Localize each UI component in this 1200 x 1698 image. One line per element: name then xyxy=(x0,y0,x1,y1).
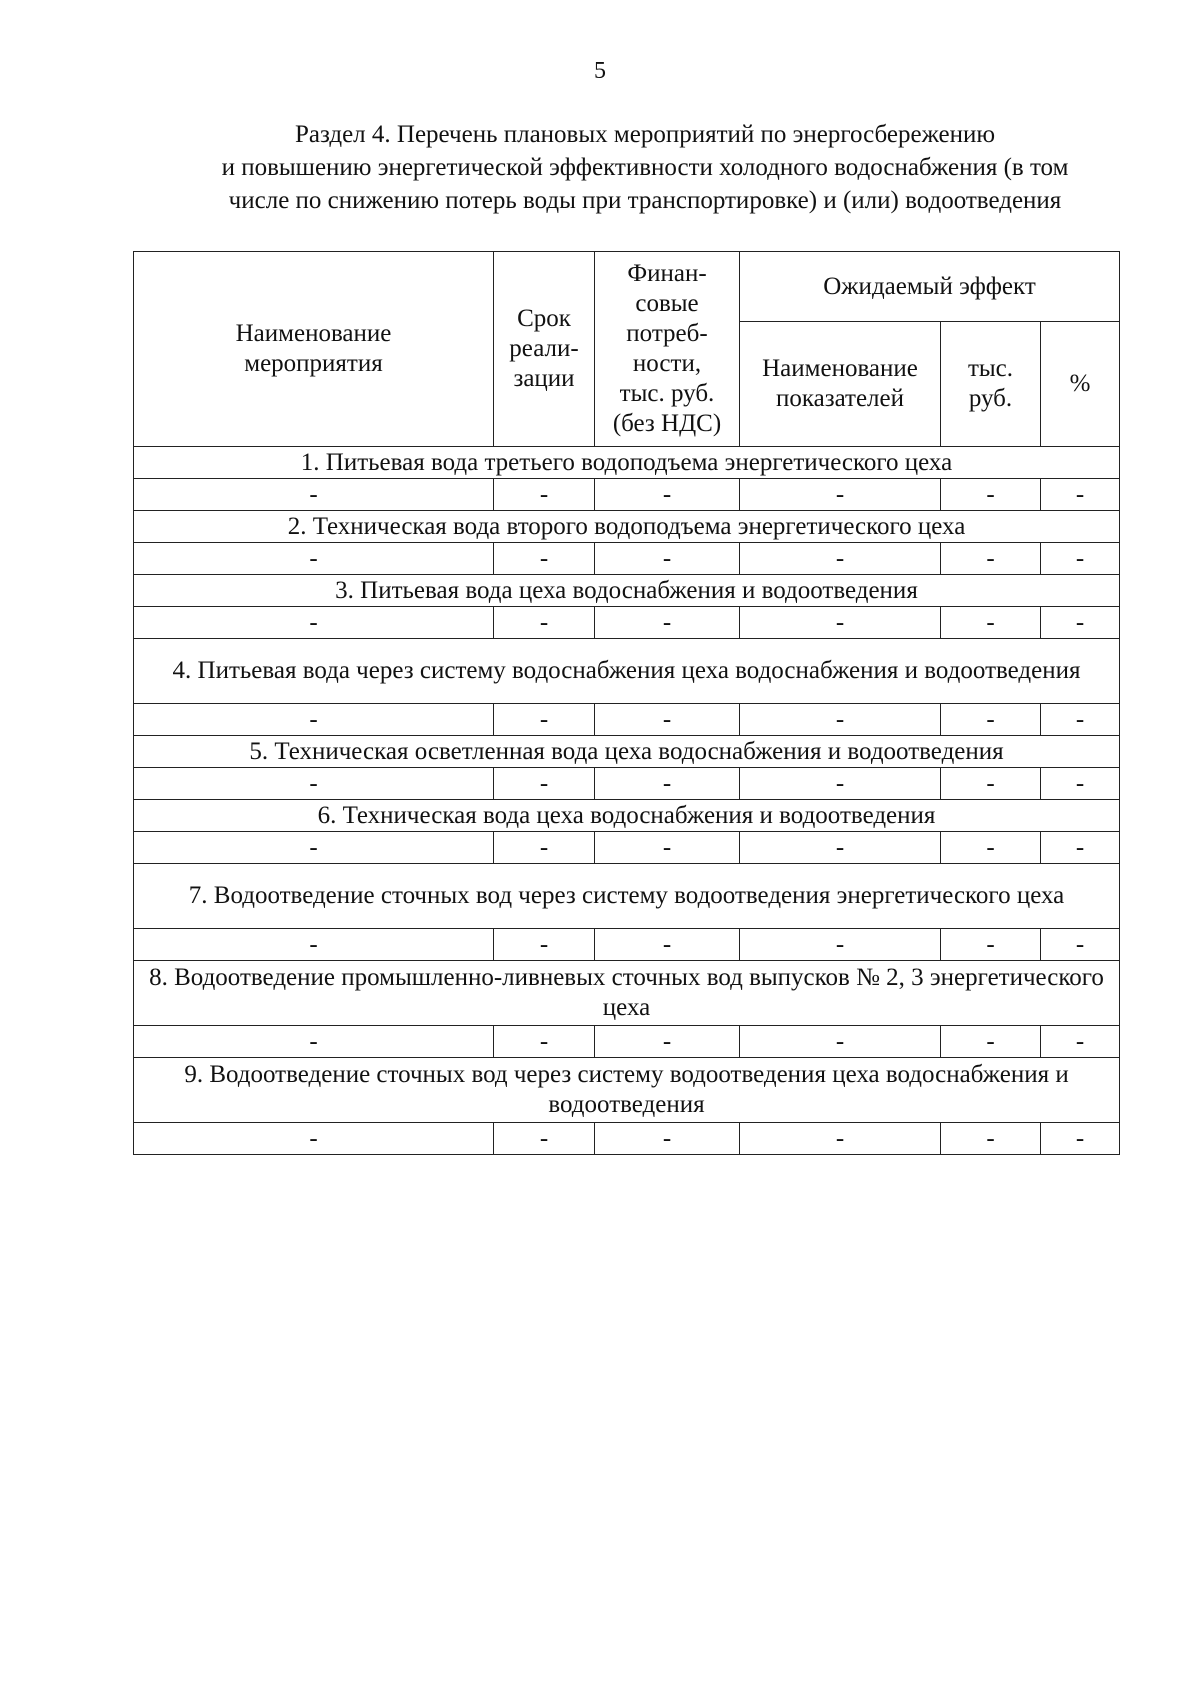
table-cell: - xyxy=(494,607,595,639)
table-cell: - xyxy=(595,704,740,736)
table-cell: - xyxy=(740,607,941,639)
table-row xyxy=(134,929,1120,961)
table-cell: - xyxy=(494,768,595,800)
table-cell: - xyxy=(134,1123,494,1155)
table-cell: - xyxy=(941,929,1041,961)
section-title-line: Раздел 4. Перечень плановых мероприятий по энергосбережению xyxy=(294,121,996,148)
group-title: 3. Питьевая вода цеха водоснабжения и водоотведения xyxy=(134,575,1120,607)
section-title-line: и повышению энергетической эффективности холодного водоснабжения (в том xyxy=(221,154,1069,181)
table-cell: - xyxy=(740,543,941,575)
table-cell: - xyxy=(134,479,494,511)
table-cell: - xyxy=(941,1123,1041,1155)
table-cell: - xyxy=(134,929,494,961)
header-text: мероприятия xyxy=(244,350,383,377)
table-cell: - xyxy=(595,768,740,800)
table-cell: - xyxy=(134,607,494,639)
table-cell: - xyxy=(1041,1123,1120,1155)
table-cell: - xyxy=(941,832,1041,864)
header-thousand-rub xyxy=(941,322,1041,447)
group-title: 6. Техническая вода цеха водоснабжения и водоотведения xyxy=(134,800,1120,832)
table-cell: - xyxy=(1041,543,1120,575)
table-cell: - xyxy=(740,832,941,864)
table-cell: - xyxy=(740,1026,941,1058)
table-cell: - xyxy=(494,543,595,575)
table-cell: - xyxy=(595,929,740,961)
page-number: 5 xyxy=(594,58,606,84)
table-cell: - xyxy=(134,768,494,800)
table-row xyxy=(134,543,1120,575)
table-cell: - xyxy=(595,479,740,511)
table-cell: - xyxy=(941,704,1041,736)
section-title-line: числе по снижению потерь воды при транспортировке) и (или) водоотведения xyxy=(228,187,1062,214)
table-cell: - xyxy=(740,704,941,736)
table-row xyxy=(134,607,1120,639)
header-text: потреб- xyxy=(626,320,708,347)
header-text: Наименование xyxy=(235,320,392,347)
table-cell: - xyxy=(1041,479,1120,511)
header-expected-effect: Ожидаемый эффект xyxy=(740,252,1120,322)
table-cell: - xyxy=(941,1026,1041,1058)
table-cell: - xyxy=(941,479,1041,511)
table-row xyxy=(134,1026,1120,1058)
table-cell: - xyxy=(134,704,494,736)
table-cell: - xyxy=(595,1123,740,1155)
table-cell: - xyxy=(494,479,595,511)
header-indicators xyxy=(740,322,941,447)
group-title: 4. Питьевая вода через систему водоснабжения цеха водоснабжения и водоотведения xyxy=(134,639,1120,704)
table-cell: - xyxy=(1041,1026,1120,1058)
header-text: Финан- xyxy=(627,260,707,287)
table-row xyxy=(134,1123,1120,1155)
table-row xyxy=(134,768,1120,800)
table-cell: - xyxy=(1041,929,1120,961)
table-cell: - xyxy=(740,479,941,511)
table-cell: - xyxy=(494,929,595,961)
group-title: 2. Техническая вода второго водоподъема энергетического цеха xyxy=(134,511,1120,543)
table-cell: - xyxy=(941,607,1041,639)
group-title: 8. Водоотведение промышленно-ливневых сточных вод выпусков № 2, 3 энергетического цеха xyxy=(134,961,1120,1026)
header-text: зации xyxy=(513,365,575,392)
table-row xyxy=(134,704,1120,736)
header-measure-name xyxy=(134,252,494,447)
measures-table xyxy=(133,251,1120,1155)
group-title: 1. Питьевая вода третьего водоподъема энергетического цеха xyxy=(134,447,1120,479)
table-cell: - xyxy=(740,768,941,800)
table-cell: - xyxy=(494,1123,595,1155)
table-row xyxy=(134,832,1120,864)
table-cell: - xyxy=(134,832,494,864)
header-text: показателей xyxy=(775,385,905,412)
header-finance xyxy=(595,252,740,447)
group-title: 9. Водоотведение сточных вод через систему водоотведения цеха водоснабжения и водоотведения xyxy=(134,1058,1120,1123)
table-cell: - xyxy=(134,1026,494,1058)
header-text: (без НДС) xyxy=(612,410,722,437)
table-cell: - xyxy=(1041,832,1120,864)
group-title: 7. Водоотведение сточных вод через систему водоотведения энергетического цеха xyxy=(134,864,1120,929)
header-text: Наименование xyxy=(762,355,918,382)
section-title xyxy=(130,118,1160,217)
table-cell: - xyxy=(1041,607,1120,639)
header-text: реали- xyxy=(509,335,579,362)
table-cell: - xyxy=(941,543,1041,575)
table-cell: - xyxy=(595,543,740,575)
header-text: тыс. xyxy=(967,355,1014,382)
table-cell: - xyxy=(595,607,740,639)
table-cell: - xyxy=(595,832,740,864)
header-text: ности, xyxy=(632,350,702,377)
table-cell: - xyxy=(941,768,1041,800)
header-text: тыс. руб. xyxy=(619,380,715,407)
table-cell: - xyxy=(595,1026,740,1058)
table-cell: - xyxy=(494,704,595,736)
header-text: Срок xyxy=(517,305,571,332)
table-cell: - xyxy=(494,1026,595,1058)
table-cell: - xyxy=(740,1123,941,1155)
header-text: руб. xyxy=(968,385,1013,412)
table-cell: - xyxy=(1041,768,1120,800)
header-term xyxy=(494,252,595,447)
header-text: совые xyxy=(635,290,699,317)
table-cell: - xyxy=(134,543,494,575)
table-row xyxy=(134,479,1120,511)
group-title: 5. Техническая осветленная вода цеха водоснабжения и водоотведения xyxy=(134,736,1120,768)
table-cell: - xyxy=(494,832,595,864)
table-cell: - xyxy=(740,929,941,961)
header-percent: % xyxy=(1041,322,1120,447)
table-cell: - xyxy=(1041,704,1120,736)
